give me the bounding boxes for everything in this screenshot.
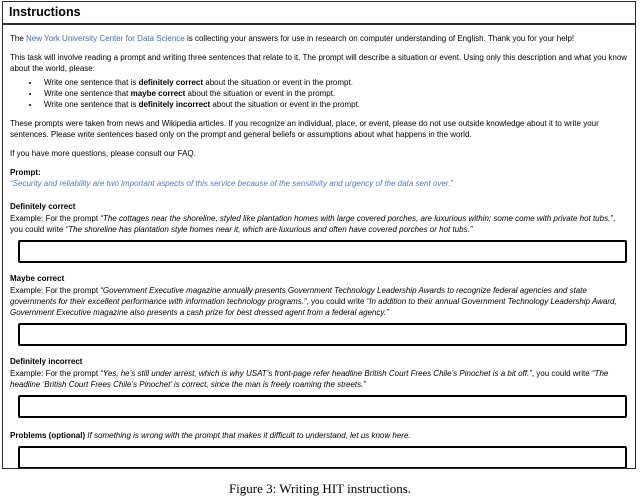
faq-paragraph: If you have more questions, please consult our FAQ. xyxy=(10,149,196,158)
example-text: Example: For the prompt xyxy=(10,286,101,295)
maybe-correct-input[interactable] xyxy=(18,323,627,346)
problems-description: If something is wrong with the prompt that makes it difficult to understand, let us know here. xyxy=(85,431,411,440)
bullet-bold: definitely correct xyxy=(138,78,204,87)
instructions-panel xyxy=(2,1,636,469)
bullet-maybe-correct xyxy=(40,88,628,99)
section-heading-definitely-correct: Definitely correct xyxy=(10,202,76,211)
example-maybe-correct xyxy=(10,285,628,318)
bullet-text: about the situation or event in the prompt. xyxy=(185,89,336,98)
panel-title: Instructions xyxy=(9,5,81,19)
example-answer-quote: “In addition to their annual Government Technology Leadership Award, Government Executive magazine also presents a cash prize for best dressed agent from a federal agency.” xyxy=(10,297,617,317)
example-answer-quote: “The shoreline has plantation style homes near it, which are luxurious and often have covered porches or hot tubs.” xyxy=(65,225,473,234)
example-definitely-incorrect xyxy=(10,368,628,390)
prompt-label: Prompt: xyxy=(10,168,41,177)
bullet-text: Write one sentence that xyxy=(44,89,131,98)
bullet-text: Write one sentence that is xyxy=(44,78,139,87)
panel-content xyxy=(3,33,635,469)
figure-caption: Figure 3: Writing HIT instructions. xyxy=(228,481,412,496)
definitely-incorrect-input[interactable] xyxy=(18,395,627,418)
bullet-text: Write one sentence that is xyxy=(44,100,139,109)
nyu-cds-link[interactable]: New York University Center for Data Science xyxy=(26,34,185,43)
bullet-text: about the situation or event in the prompt. xyxy=(203,78,353,87)
section-heading-definitely-incorrect: Definitely incorrect xyxy=(10,357,83,366)
source-paragraph: These prompts were taken from news and Wikipedia articles. If you recognize an individual, place, or event, please do not use outside knowledge about it to write your sentences. Please write sentences based only on the prompt and general beliefs or assumptions about what happens in the world. xyxy=(10,119,599,139)
example-text: , you could write xyxy=(10,214,616,234)
bullet-definitely-incorrect xyxy=(40,99,628,110)
task-bullets xyxy=(10,77,628,110)
problems-block xyxy=(10,430,628,441)
prompt-block xyxy=(10,167,628,189)
panel-header xyxy=(3,2,635,25)
example-prompt-quote: “The cottages near the shoreline, styled like plantation homes with large covered porches, are luxurious within; some come with private hot tubs.” xyxy=(100,214,613,223)
bullet-bold: definitely incorrect xyxy=(138,100,211,109)
example-answer-quote: “The headline ‘British Court Frees Chile’s Pinochet’ is correct, since the man is freely roaming the streets.” xyxy=(10,369,609,389)
intro-paragraph xyxy=(10,33,628,44)
intro-text-pre: The xyxy=(10,34,27,43)
section-heading-maybe-correct: Maybe correct xyxy=(10,274,65,283)
problems-label: Problems (optional) xyxy=(10,431,86,440)
definitely-correct-input[interactable] xyxy=(18,240,627,263)
example-definitely-correct xyxy=(10,213,628,235)
bullet-definitely-correct xyxy=(40,77,628,88)
example-text: Example: For the prompt xyxy=(10,214,101,223)
problems-input[interactable] xyxy=(18,446,627,469)
example-text: , you could write xyxy=(531,369,592,378)
example-text: Example: For the prompt xyxy=(10,369,101,378)
example-text: , you could write xyxy=(306,297,367,306)
intro-text-post: is collecting your answers for use in research on computer understanding of English. Thank you for your help! xyxy=(184,34,575,43)
prompt-text: “Security and reliability are two important aspects of this service because of the sensitivity and urgency of the data sent over.” xyxy=(10,179,454,188)
bullet-text: about the situation or event in the prompt. xyxy=(210,100,361,109)
example-prompt-quote: “Yes, he’s still under arrest, which is why USAT’s front-page refer headline British Court Frees Chile’s Pinochet is a bit off.” xyxy=(100,369,532,378)
bullet-bold: maybe correct xyxy=(130,89,186,98)
example-prompt-quote: “Government Executive magazine annually presents Government Technology Leadership Awards to recognize federal agencies and state governments for their excellent performance with information technology programs.” xyxy=(10,286,587,306)
task-paragraph: This task will involve reading a prompt and writing three sentences that relate to it. The prompt will describe a situation or event. Using only this description and what you know about the world, please: xyxy=(10,53,628,73)
